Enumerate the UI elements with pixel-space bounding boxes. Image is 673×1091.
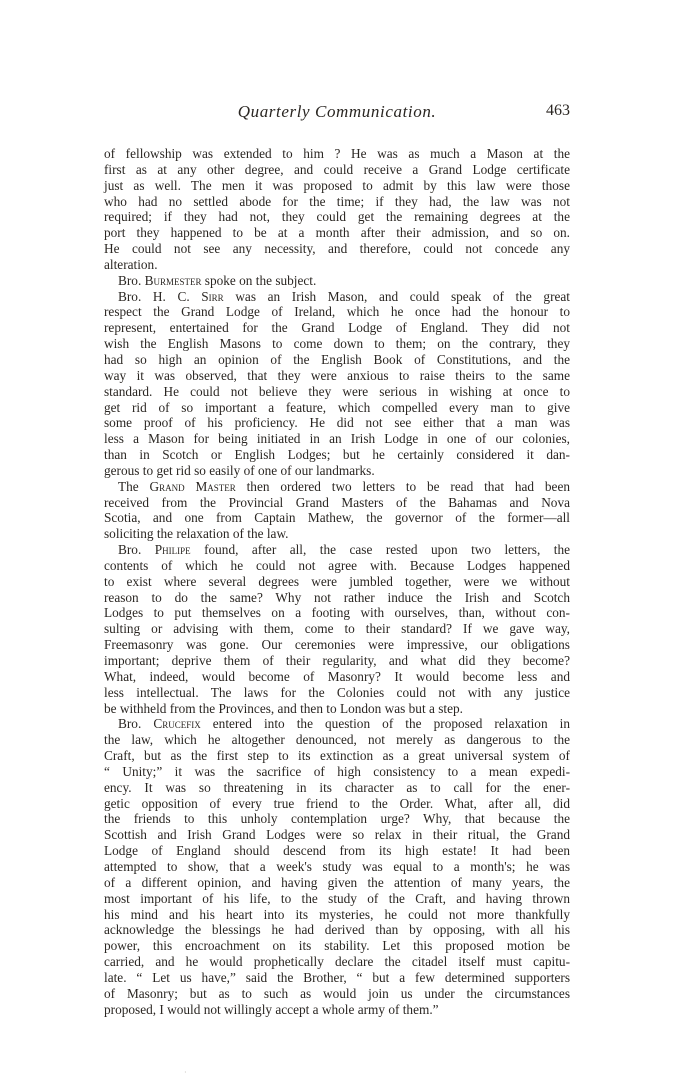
line-text: be withheld from the Provinces, and then to London was but a step. <box>104 700 463 716</box>
line-text: Scottish and Irish Grand Lodges were so relax in their ritual, the Grand <box>104 827 570 843</box>
running-header <box>104 102 570 126</box>
paragraph-first-line <box>104 479 570 495</box>
text-line <box>104 764 570 780</box>
line-text: attempted to show, that a week's study was equal to a month's; he was <box>104 858 570 874</box>
text-line <box>104 986 570 1002</box>
text-line <box>104 922 570 938</box>
line-text: Scotia, and one from Captain Mathew, the governor of the former—all <box>104 510 570 526</box>
line-text: Freemasonry was gone. Our ceremonies were impressive, our obligations <box>104 637 570 653</box>
paragraph-first-line <box>104 716 570 732</box>
line-text: of Masonry; but as to such as would join us under the circumstances <box>104 985 570 1001</box>
body-text <box>104 146 570 1017</box>
line-prefix: Bro. <box>118 272 145 288</box>
line-text: carried, and he would prophetically declare the citadel itself must capitu- <box>104 954 570 970</box>
line-text: required; if they had not, they could get the remaining degrees at the <box>104 209 570 225</box>
line-text: just as well. The men it was proposed to admit by this law were those <box>104 177 570 193</box>
text-line <box>104 320 570 336</box>
text-line <box>104 304 570 320</box>
text-line <box>104 1002 570 1018</box>
line-text: power, this encroachment on its stability. Let this proposed motion be <box>104 938 570 954</box>
paragraph-first-line <box>104 542 570 558</box>
text-line <box>104 526 570 542</box>
text-line <box>104 637 570 653</box>
text-line <box>104 510 570 526</box>
text-line <box>104 209 570 225</box>
line-prefix: The <box>118 478 150 494</box>
line-prefix: Bro. <box>118 542 155 558</box>
text-line <box>104 669 570 685</box>
paragraph-first-line <box>104 289 570 305</box>
line-text: acknowledge the blessings he had derived than by opposing, with all his <box>104 922 570 938</box>
speaker-name: Grand Master <box>149 478 236 494</box>
line-text: standard. He could not believe they were serious in wishing at once to <box>104 383 570 399</box>
page-number: 463 <box>546 102 570 119</box>
text-line <box>104 384 570 400</box>
line-text: way it was observed, that they were anxious to raise theirs to the same <box>104 367 570 383</box>
text-line <box>104 891 570 907</box>
line-text: He could not see any necessity, and therefore, could not concede any <box>104 241 570 257</box>
text-line <box>104 463 570 479</box>
text-line <box>104 907 570 923</box>
line-text: of fellowship was extended to him ? He was as much a Mason at the <box>104 146 570 161</box>
line-text: Lodge of England should descend from its high estate! It had been <box>104 843 570 859</box>
text-line <box>104 178 570 194</box>
speaker-name: Sirr <box>201 288 224 304</box>
text-line <box>104 574 570 590</box>
running-title: Quarterly Communication. <box>237 102 437 121</box>
line-text: proposed, I would not willingly accept a whole army of them.” <box>104 1001 439 1017</box>
text-line <box>104 796 570 812</box>
line-text: reason to do the same? Why not rather induce the Irish and Scotch <box>104 589 570 605</box>
text-line <box>104 336 570 352</box>
text-line <box>104 780 570 796</box>
text-line <box>104 368 570 384</box>
line-text: then ordered two letters to be read that had been <box>235 478 571 494</box>
line-text: who had no settled abode for the time; if they had, the law was not <box>104 193 570 209</box>
line-text: getic opposition of every true friend to the Order. What, after all, did <box>104 795 570 811</box>
text-line <box>104 938 570 954</box>
text-line <box>104 843 570 859</box>
text-line <box>104 875 570 891</box>
text-line <box>104 241 570 257</box>
line-text: received from the Provincial Grand Masters of the Bahamas and Nova <box>104 494 570 510</box>
text-line <box>104 811 570 827</box>
line-text: get rid of so important a feature, which compelled every man to give <box>104 399 570 415</box>
line-prefix: Bro. <box>118 716 154 732</box>
line-text: to exist where several degrees were jumbled together, were we without <box>104 573 570 589</box>
text-line <box>104 257 570 273</box>
text-line <box>104 621 570 637</box>
speaker-name: Crucefix <box>153 716 201 732</box>
text-line <box>104 352 570 368</box>
text-line <box>104 732 570 748</box>
line-text: than in Scotch or English Lodges; but he certainly considered it dan- <box>104 447 570 463</box>
line-text: found, after all, the case rested upon two letters, the <box>190 542 571 558</box>
line-text: Craft, but as the first step to its extinction as a great universal system of <box>104 748 570 764</box>
line-text: less intellectual. The laws for the Colonies could not with any justice <box>104 684 570 700</box>
text-line <box>104 748 570 764</box>
text-line <box>104 859 570 875</box>
line-text: some proof of his proficiency. He did not see either that a man was <box>104 415 570 431</box>
text-line <box>104 685 570 701</box>
line-text: sulting or advising with them, come to their standard? If we gave way, <box>104 621 570 637</box>
line-text: less a Mason for being initiated in an Irish Lodge in one of our colonies, <box>104 431 570 447</box>
line-text: spoke on the subject. <box>201 272 317 288</box>
text-line <box>104 495 570 511</box>
paragraph-first-line <box>104 273 570 289</box>
text-line <box>104 827 570 843</box>
text-line <box>104 225 570 241</box>
line-text: most important of his life, to the study of the Craft, and having thrown <box>104 890 570 906</box>
line-text: port they happened to be at a month after their admission, and so on. <box>104 225 570 241</box>
line-text: first as at any other degree, and could receive a Grand Lodge certificate <box>104 161 570 177</box>
line-text: respect the Grand Lodge of Ireland, which he once had the honour to <box>104 304 570 320</box>
line-text: the friends to this unholy contemplation urge? Why, that because the <box>104 811 570 827</box>
line-text: What, indeed, would become of Masonry? It would become less and <box>104 668 570 684</box>
line-text: his mind and his heart into its mysteries, he could not more thankfully <box>104 906 570 922</box>
text-line <box>104 653 570 669</box>
speaker-name: Burmester <box>144 272 202 288</box>
text-line <box>104 400 570 416</box>
line-text: important; deprive them of their regularity, and what did they become? <box>104 653 570 668</box>
line-text: soliciting the relaxation of the law. <box>104 526 289 542</box>
line-text: entered into the question of the proposed relaxation in <box>200 716 571 732</box>
text-line <box>104 558 570 574</box>
text-line <box>104 605 570 621</box>
text-line <box>104 415 570 431</box>
line-prefix: Bro. H. C. <box>118 288 202 304</box>
text-line <box>104 954 570 970</box>
line-text: gerous to get rid so easily of one of our landmarks. <box>104 462 375 478</box>
line-text: of a different opinion, and having given the attention of many years, the <box>104 874 570 890</box>
line-text: late. “ Let us have,” said the Brother, “ but a few determined supporters <box>104 969 570 985</box>
text-line <box>104 701 570 717</box>
line-text: contents of which he could not agree with. Because Lodges happened <box>104 557 570 573</box>
stray-mark: · <box>184 1068 187 1077</box>
line-text: was an Irish Mason, and could speak of the great <box>223 288 570 304</box>
text-line <box>104 590 570 606</box>
line-text: represent, entertained for the Grand Lodge of England. They did not <box>104 320 570 336</box>
text-line <box>104 431 570 447</box>
speaker-name: Philipe <box>154 542 191 558</box>
line-text: “ Unity;” it was the sacrifice of high consistency to a mean expedi- <box>104 763 570 779</box>
text-line <box>104 194 570 210</box>
text-line <box>104 162 570 178</box>
text-line <box>104 146 570 162</box>
text-line <box>104 970 570 986</box>
line-text: wish the English Masons to come down to them; on the contrary, they <box>104 336 570 352</box>
text-line <box>104 447 570 463</box>
line-text: ency. It was so threatening in its character as to call for the ener- <box>104 779 570 795</box>
line-text: had so high an opinion of the English Book of Constitutions, and the <box>104 351 570 367</box>
line-text: alteration. <box>104 256 158 272</box>
line-text: the law, which he altogether denounced, not merely as dangerous to the <box>104 732 570 748</box>
line-text: Lodges to put themselves on a footing with ourselves, than, without con- <box>104 605 570 621</box>
